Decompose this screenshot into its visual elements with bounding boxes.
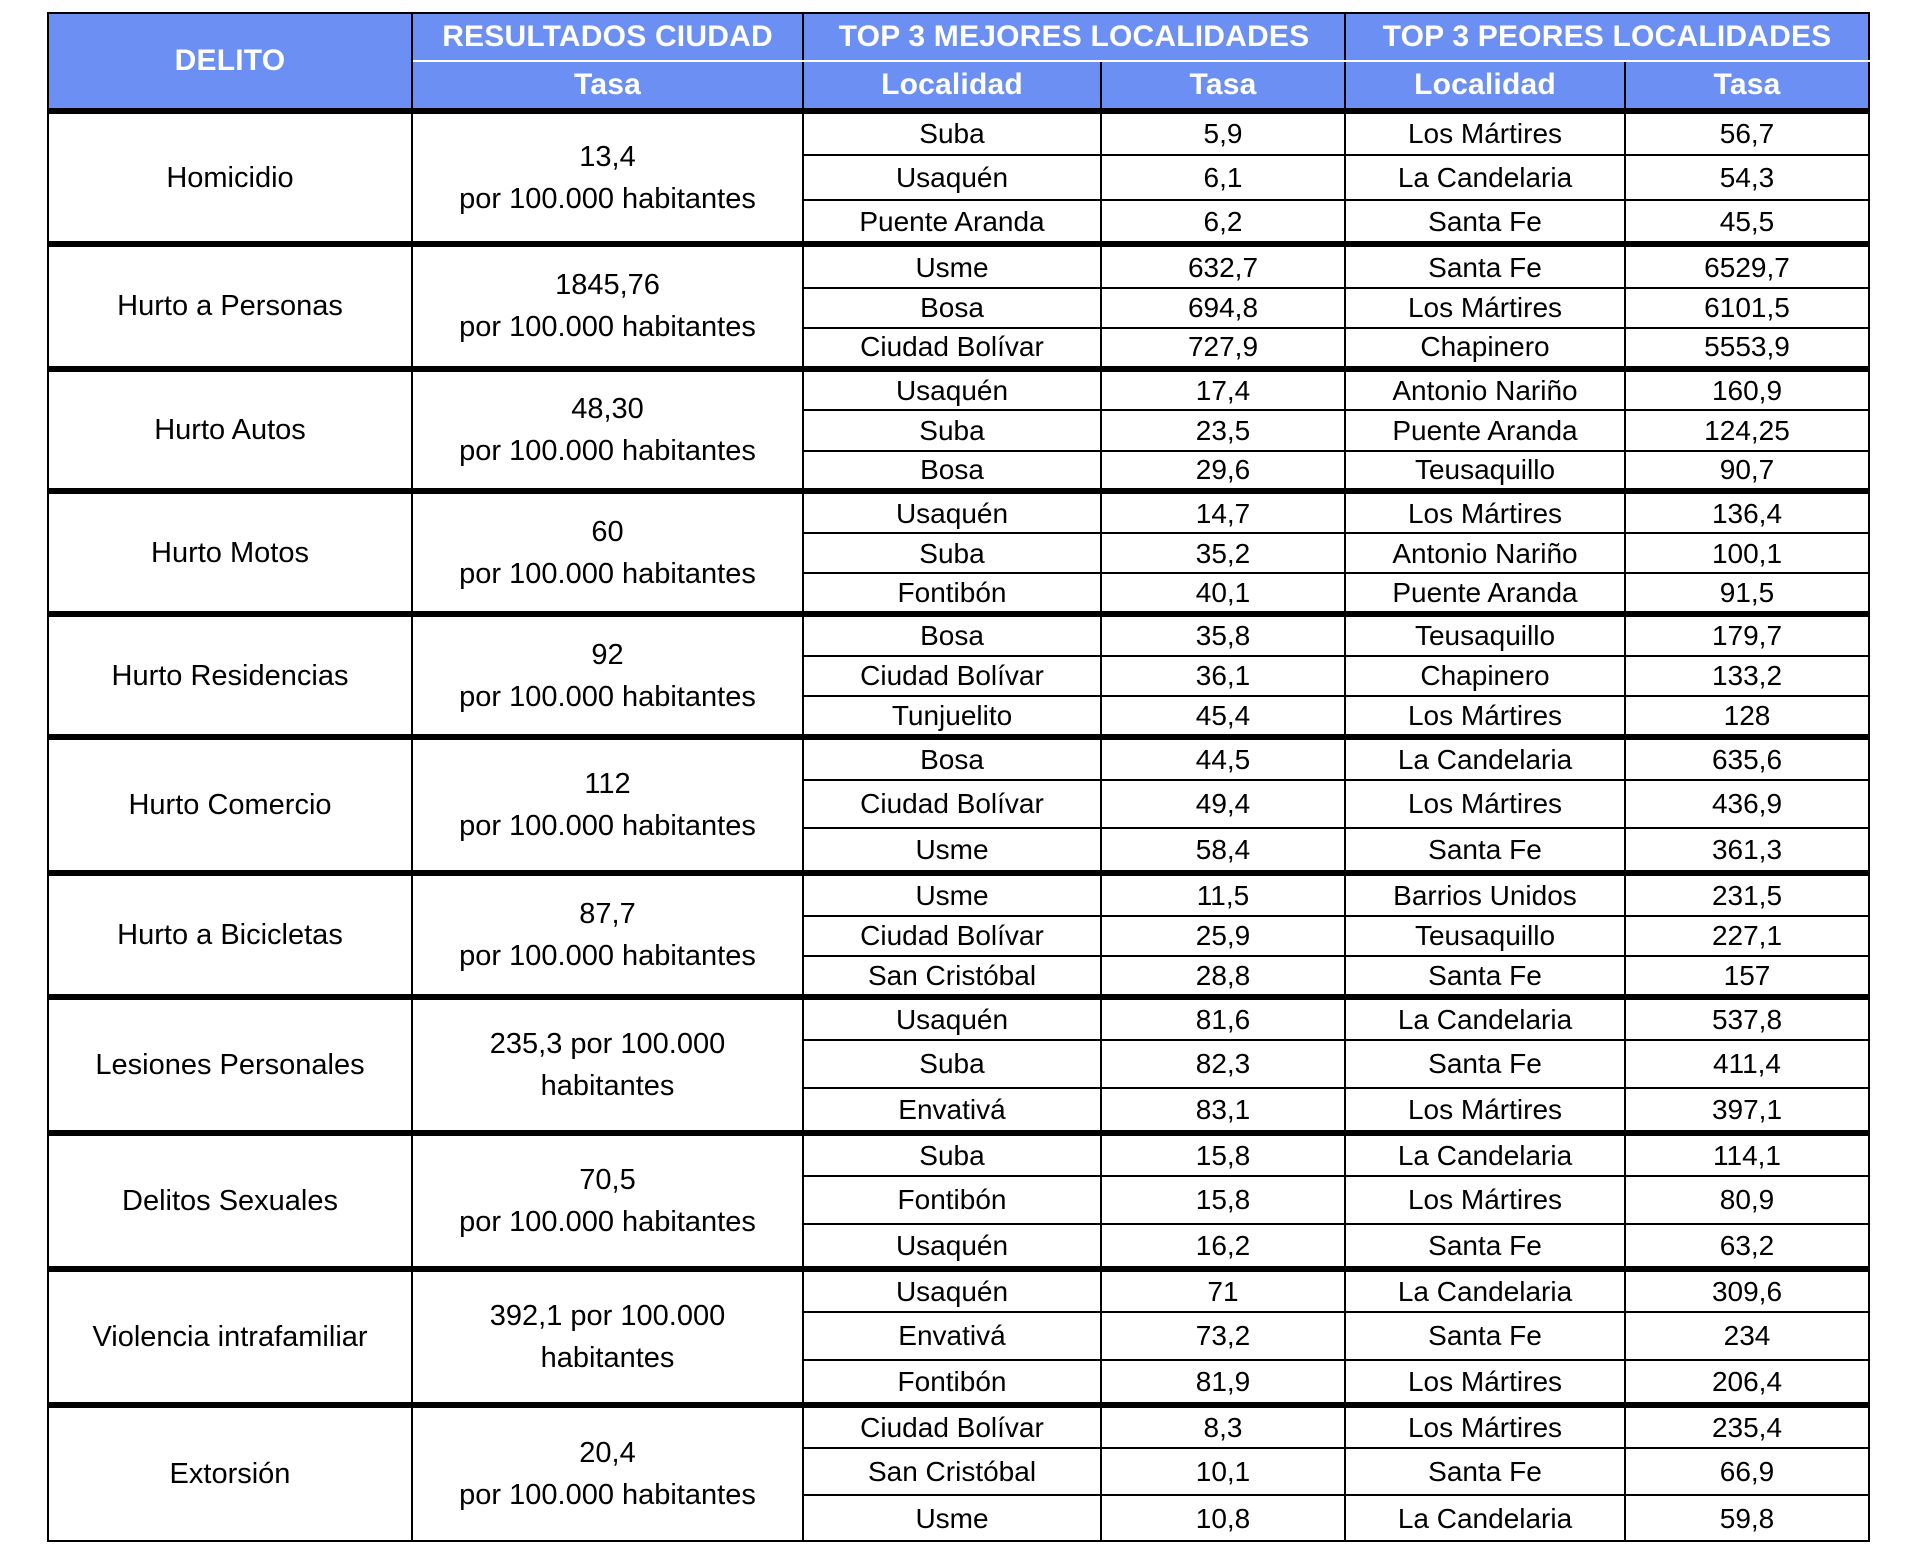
city-rate-cell [412,244,803,368]
best-localidad-cell: Ciudad Bolívar [803,780,1101,828]
city-rate-cell [412,111,803,244]
best-tasa-cell: 632,7 [1101,244,1345,288]
best-localidad-cell: Envativá [803,1088,1101,1133]
city-rate-line: 70,5 [579,1163,636,1196]
worst-localidad-cell: La Candelaria [1345,1495,1625,1541]
worst-tasa-cell: 91,5 [1625,573,1869,614]
worst-tasa-cell: 235,4 [1625,1405,1869,1448]
worst-tasa-cell: 63,2 [1625,1224,1869,1269]
city-rate-cell [412,1405,803,1541]
worst-tasa-cell: 397,1 [1625,1088,1869,1133]
worst-tasa-cell: 227,1 [1625,916,1869,956]
table-row [48,614,1869,656]
worst-localidad-cell: Los Mártires [1345,696,1625,737]
best-localidad-cell: Usme [803,828,1101,873]
best-localidad-cell: San Cristóbal [803,956,1101,997]
crime-name-cell: Extorsión [48,1405,412,1541]
worst-localidad-cell: Santa Fe [1345,1040,1625,1088]
worst-tasa-cell: 128 [1625,696,1869,737]
worst-localidad-cell: Antonio Nariño [1345,533,1625,573]
city-rate-line: por 100.000 habitantes [459,311,756,344]
best-tasa-cell: 73,2 [1101,1312,1345,1360]
worst-tasa-cell: 206,4 [1625,1360,1869,1405]
best-localidad-cell: Usme [803,244,1101,288]
best-tasa-cell: 15,8 [1101,1133,1345,1176]
worst-localidad-cell: La Candelaria [1345,155,1625,200]
city-rate-line: por 100.000 habitantes [459,557,756,590]
crime-name-cell: Hurto Autos [48,369,412,492]
crime-name-cell: Hurto a Bicicletas [48,873,412,997]
table-body [48,111,1869,1541]
worst-localidad-cell: Teusaquillo [1345,614,1625,656]
worst-tasa-cell: 100,1 [1625,533,1869,573]
worst-localidad-cell: Puente Aranda [1345,573,1625,614]
best-localidad-cell: Suba [803,533,1101,573]
worst-tasa-cell: 361,3 [1625,828,1869,873]
best-localidad-cell: Usaquén [803,997,1101,1040]
best-tasa-cell: 25,9 [1101,916,1345,956]
worst-tasa-cell: 45,5 [1625,200,1869,244]
worst-tasa-cell: 56,7 [1625,111,1869,155]
worst-tasa-cell: 90,7 [1625,451,1869,492]
worst-tasa-cell: 124,25 [1625,410,1869,450]
best-localidad-cell: Suba [803,410,1101,450]
crime-name-cell: Hurto Residencias [48,614,412,737]
header-peores-tasa: Tasa [1625,61,1869,111]
worst-tasa-cell: 114,1 [1625,1133,1869,1176]
worst-tasa-cell: 537,8 [1625,997,1869,1040]
best-tasa-cell: 16,2 [1101,1224,1345,1269]
header-top-peores: TOP 3 PEORES LOCALIDADES [1345,13,1869,61]
worst-localidad-cell: Santa Fe [1345,956,1625,997]
worst-localidad-cell: Santa Fe [1345,1312,1625,1360]
best-tasa-cell: 8,3 [1101,1405,1345,1448]
table-row [48,491,1869,533]
table-row [48,997,1869,1040]
city-rate-cell [412,369,803,492]
best-localidad-cell: Puente Aranda [803,200,1101,244]
worst-localidad-cell: Santa Fe [1345,200,1625,244]
worst-tasa-cell: 133,2 [1625,656,1869,696]
worst-tasa-cell: 309,6 [1625,1269,1869,1312]
best-localidad-cell: Ciudad Bolívar [803,1405,1101,1448]
best-localidad-cell: Fontibón [803,573,1101,614]
worst-tasa-cell: 160,9 [1625,369,1869,411]
header-mejores-localidad: Localidad [803,61,1101,111]
best-tasa-cell: 727,9 [1101,328,1345,369]
header-top-mejores: TOP 3 MEJORES LOCALIDADES [803,13,1345,61]
best-tasa-cell: 40,1 [1101,573,1345,614]
best-localidad-cell: Usaquén [803,155,1101,200]
best-tasa-cell: 36,1 [1101,656,1345,696]
worst-tasa-cell: 59,8 [1625,1495,1869,1541]
worst-localidad-cell: Los Mártires [1345,491,1625,533]
city-rate-cell [412,873,803,997]
best-tasa-cell: 83,1 [1101,1088,1345,1133]
worst-tasa-cell: 234 [1625,1312,1869,1360]
header-mejores-tasa: Tasa [1101,61,1345,111]
best-tasa-cell: 58,4 [1101,828,1345,873]
table-row [48,244,1869,288]
best-localidad-cell: Suba [803,1133,1101,1176]
city-rate-line: 48,30 [571,392,644,425]
city-rate-line: 13,4 [579,140,636,173]
best-tasa-cell: 10,1 [1101,1448,1345,1496]
city-rate-line: por 100.000 habitantes [459,810,756,843]
best-tasa-cell: 11,5 [1101,873,1345,916]
best-localidad-cell: Usaquén [803,1224,1101,1269]
worst-localidad-cell: Santa Fe [1345,1448,1625,1496]
worst-localidad-cell: Chapinero [1345,328,1625,369]
city-rate-line: por 100.000 habitantes [459,680,756,713]
best-localidad-cell: Usme [803,873,1101,916]
best-localidad-cell: Ciudad Bolívar [803,656,1101,696]
city-rate-line: habitantes [540,1070,675,1103]
city-rate-line: por 100.000 habitantes [459,1478,756,1511]
best-tasa-cell: 71 [1101,1269,1345,1312]
city-rate-cell [412,491,803,614]
worst-localidad-cell: Santa Fe [1345,244,1625,288]
worst-tasa-cell: 231,5 [1625,873,1869,916]
best-tasa-cell: 28,8 [1101,956,1345,997]
table-row [48,1405,1869,1448]
city-rate-line: por 100.000 habitantes [459,1206,756,1239]
city-rate-line: 60 [591,515,624,548]
worst-tasa-cell: 54,3 [1625,155,1869,200]
best-localidad-cell: Usaquén [803,491,1101,533]
worst-localidad-cell: Puente Aranda [1345,410,1625,450]
best-tasa-cell: 15,8 [1101,1176,1345,1224]
best-tasa-cell: 10,8 [1101,1495,1345,1541]
worst-localidad-cell: Barrios Unidos [1345,873,1625,916]
best-localidad-cell: Usaquén [803,369,1101,411]
worst-localidad-cell: La Candelaria [1345,1269,1625,1312]
worst-localidad-cell: Chapinero [1345,656,1625,696]
best-tasa-cell: 35,8 [1101,614,1345,656]
best-tasa-cell: 14,7 [1101,491,1345,533]
header-resultados-ciudad: RESULTADOS CIUDAD [412,13,803,61]
best-localidad-cell: Suba [803,111,1101,155]
best-localidad-cell: Bosa [803,737,1101,780]
best-tasa-cell: 17,4 [1101,369,1345,411]
worst-localidad-cell: Santa Fe [1345,1224,1625,1269]
city-rate-line: 87,7 [579,898,636,931]
best-localidad-cell: Suba [803,1040,1101,1088]
best-tasa-cell: 49,4 [1101,780,1345,828]
best-tasa-cell: 44,5 [1101,737,1345,780]
worst-tasa-cell: 411,4 [1625,1040,1869,1088]
best-localidad-cell: Envativá [803,1312,1101,1360]
worst-localidad-cell: Teusaquillo [1345,916,1625,956]
crime-name-cell: Hurto a Personas [48,244,412,368]
best-tasa-cell: 694,8 [1101,288,1345,327]
city-rate-cell [412,997,803,1133]
worst-localidad-cell: Los Mártires [1345,780,1625,828]
best-localidad-cell: Tunjuelito [803,696,1101,737]
best-localidad-cell: Ciudad Bolívar [803,328,1101,369]
worst-localidad-cell: Teusaquillo [1345,451,1625,492]
worst-localidad-cell: Los Mártires [1345,1176,1625,1224]
worst-tasa-cell: 6529,7 [1625,244,1869,288]
worst-localidad-cell: Los Mártires [1345,288,1625,327]
worst-tasa-cell: 157 [1625,956,1869,997]
table-row [48,737,1869,780]
worst-localidad-cell: La Candelaria [1345,737,1625,780]
city-rate-line: por 100.000 habitantes [459,940,756,973]
header-delito: DELITO [48,13,412,111]
crime-name-cell: Homicidio [48,111,412,244]
best-localidad-cell: San Cristóbal [803,1448,1101,1496]
city-rate-line: 112 [584,768,631,801]
best-tasa-cell: 81,6 [1101,997,1345,1040]
best-localidad-cell: Usaquén [803,1269,1101,1312]
worst-localidad-cell: Los Mártires [1345,111,1625,155]
crime-name-cell: Violencia intrafamiliar [48,1269,412,1405]
worst-tasa-cell: 5553,9 [1625,328,1869,369]
best-localidad-cell: Ciudad Bolívar [803,916,1101,956]
best-tasa-cell: 5,9 [1101,111,1345,155]
worst-tasa-cell: 635,6 [1625,737,1869,780]
city-rate-cell [412,737,803,873]
header-ciudad-tasa: Tasa [412,61,803,111]
worst-tasa-cell: 6101,5 [1625,288,1869,327]
city-rate-line: 20,4 [579,1436,636,1469]
best-tasa-cell: 29,6 [1101,451,1345,492]
best-localidad-cell: Fontibón [803,1360,1101,1405]
city-rate-cell [412,1269,803,1405]
header-peores-localidad: Localidad [1345,61,1625,111]
city-rate-line: 92 [591,638,624,671]
city-rate-line: por 100.000 habitantes [459,182,756,215]
best-tasa-cell: 23,5 [1101,410,1345,450]
worst-localidad-cell: Santa Fe [1345,828,1625,873]
worst-localidad-cell: La Candelaria [1345,997,1625,1040]
crime-name-cell: Hurto Motos [48,491,412,614]
worst-tasa-cell: 66,9 [1625,1448,1869,1496]
city-rate-line: habitantes [540,1341,675,1374]
city-rate-cell [412,1133,803,1269]
header-row-groups [48,13,1869,61]
table-row [48,111,1869,155]
city-rate-line: 392,1 por 100.000 [489,1299,726,1332]
best-tasa-cell: 6,2 [1101,200,1345,244]
best-tasa-cell: 82,3 [1101,1040,1345,1088]
city-rate-cell [412,614,803,737]
table-row [48,1133,1869,1176]
worst-tasa-cell: 436,9 [1625,780,1869,828]
city-rate-line: 1845,76 [555,269,660,302]
best-localidad-cell: Bosa [803,288,1101,327]
worst-tasa-cell: 179,7 [1625,614,1869,656]
crime-name-cell: Lesiones Personales [48,997,412,1133]
worst-localidad-cell: La Candelaria [1345,1133,1625,1176]
best-localidad-cell: Bosa [803,451,1101,492]
best-tasa-cell: 35,2 [1101,533,1345,573]
best-tasa-cell: 81,9 [1101,1360,1345,1405]
best-localidad-cell: Bosa [803,614,1101,656]
worst-localidad-cell: Los Mártires [1345,1360,1625,1405]
table-row [48,873,1869,916]
best-tasa-cell: 6,1 [1101,155,1345,200]
worst-localidad-cell: Antonio Nariño [1345,369,1625,411]
table-row [48,1269,1869,1312]
worst-localidad-cell: Los Mártires [1345,1405,1625,1448]
city-rate-line: por 100.000 habitantes [459,434,756,467]
best-localidad-cell: Usme [803,1495,1101,1541]
worst-tasa-cell: 80,9 [1625,1176,1869,1224]
worst-localidad-cell: Los Mártires [1345,1088,1625,1133]
best-localidad-cell: Fontibón [803,1176,1101,1224]
crime-name-cell: Delitos Sexuales [48,1133,412,1269]
city-rate-line: 235,3 por 100.000 [489,1028,726,1061]
worst-tasa-cell: 136,4 [1625,491,1869,533]
table-header [48,13,1869,111]
best-tasa-cell: 45,4 [1101,696,1345,737]
crime-rates-table [47,12,1870,1542]
table-row [48,369,1869,411]
crime-name-cell: Hurto Comercio [48,737,412,873]
